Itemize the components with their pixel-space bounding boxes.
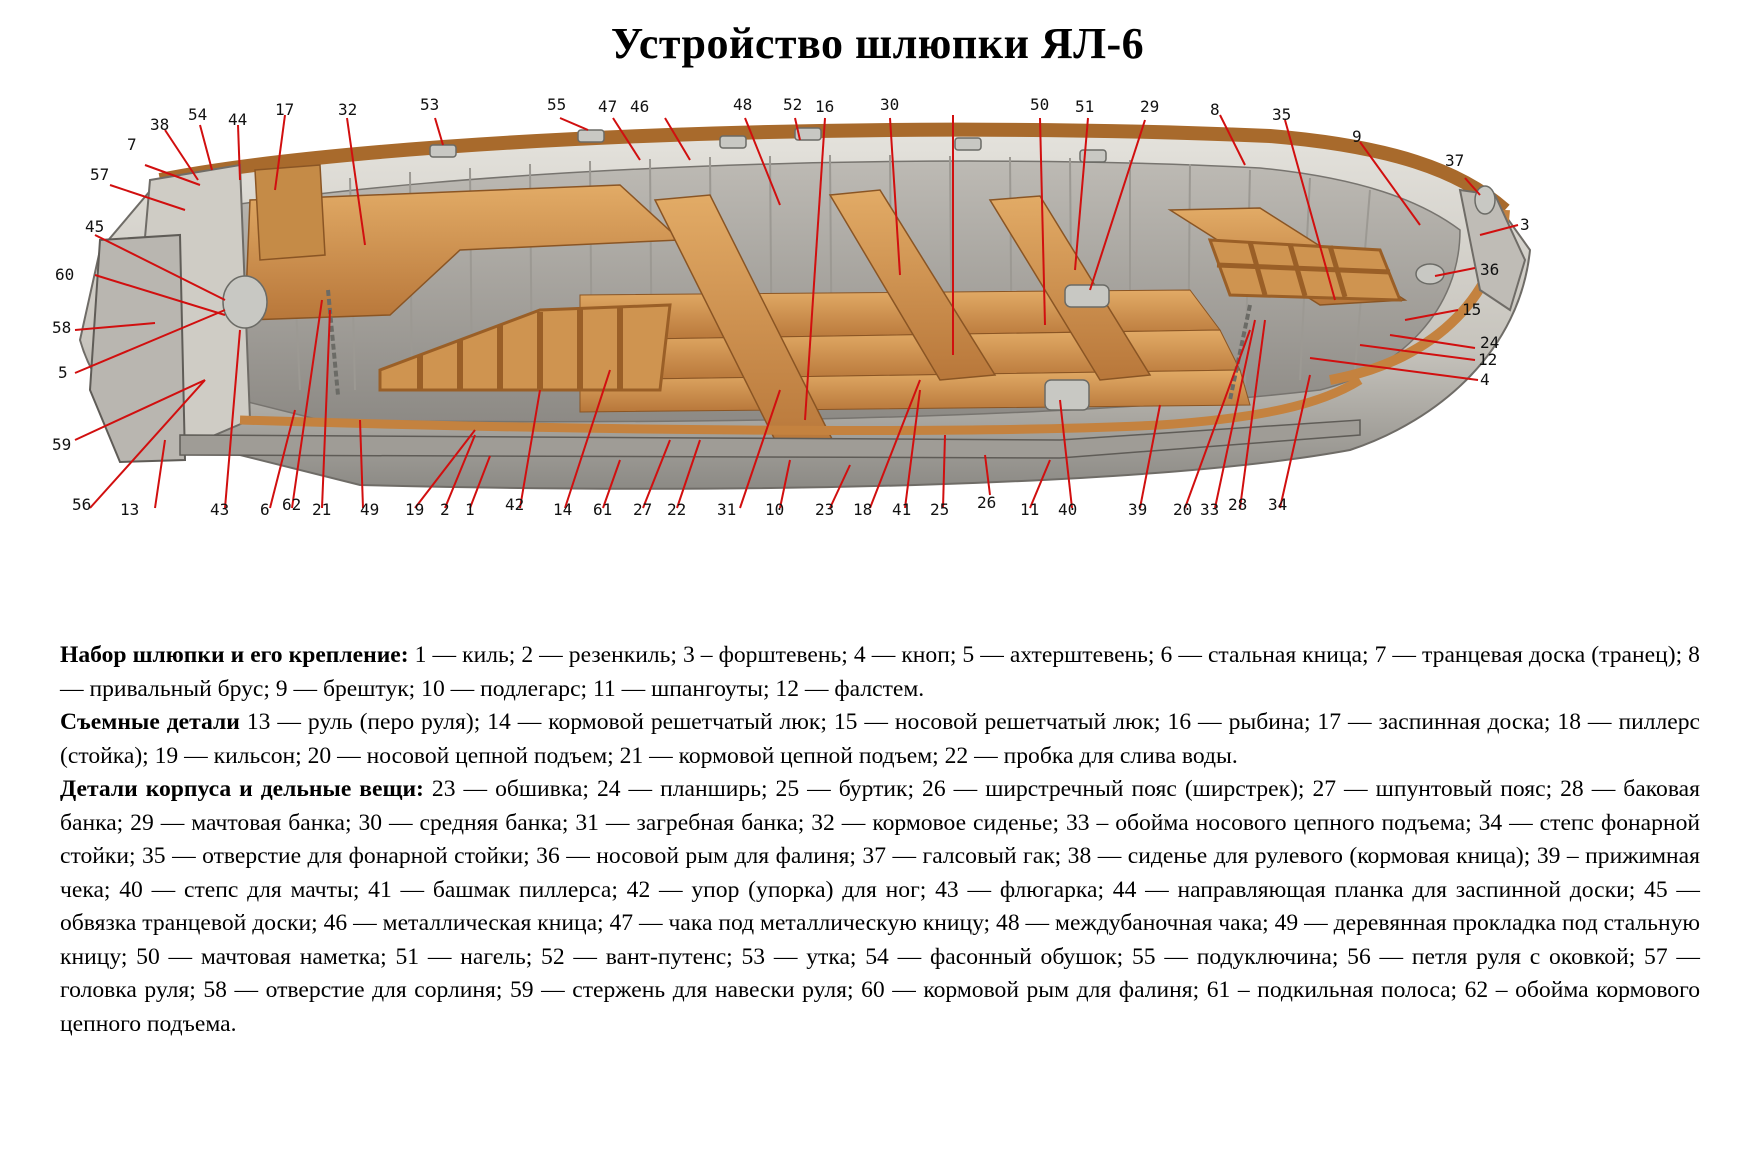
label-4: 4 [1480,370,1490,389]
label-5: 5 [58,363,68,382]
label-23: 23 [815,500,835,519]
label-9: 9 [1352,127,1362,146]
label-40: 40 [1058,500,1078,519]
label-46: 46 [630,97,650,116]
label-22: 22 [667,500,687,519]
label-19: 19 [405,500,425,519]
label-57: 57 [90,165,110,184]
label-32: 32 [338,100,358,119]
label-2: 2 [440,500,450,519]
page-title: Устройство шлюпки ЯЛ-6 [610,19,1145,68]
label-56: 56 [72,495,92,514]
label-44: 44 [228,110,248,129]
label-24: 24 [1480,333,1500,352]
label-11: 11 [1020,500,1040,519]
hull-drawing [80,128,1530,489]
label-49: 49 [360,500,380,519]
label-52: 52 [783,95,803,114]
label-42: 42 [505,495,525,514]
label-35: 35 [1272,105,1292,124]
label-26: 26 [977,493,997,512]
label-30: 30 [880,95,900,114]
bow-grating [1210,240,1400,300]
legend-section-frame [60,639,1700,706]
legend-heading: Набор шлюпки и его крепление: [60,642,409,668]
legend-heading: Съемные детали [60,709,240,735]
label-27: 27 [633,500,653,519]
label-7: 7 [127,135,137,154]
label-29: 29 [1140,97,1160,116]
label-10: 10 [765,500,785,519]
label-55: 55 [547,95,567,114]
boat-diagram [52,90,1700,630]
label-13: 13 [120,500,140,519]
backboard [255,165,325,260]
label-12: 12 [1478,350,1498,369]
label-59: 59 [52,435,72,454]
label-51: 51 [1075,97,1095,116]
label-43: 43 [210,500,230,519]
label-47: 47 [598,97,618,116]
label-41: 41 [892,500,912,519]
legend-section-fittings [60,773,1700,1041]
label-28: 28 [1228,495,1248,514]
label-50: 50 [1030,95,1050,114]
label-16: 16 [815,97,835,116]
label-21: 21 [312,500,332,519]
label-45: 45 [85,217,105,236]
legend-text: 23 — обшивка; 24 — планширь; 25 — буртик; 26 — ширстречный пояс (ширстрек); 27 — шпунтовый пояс; 28 — баковая банка; 29 — мачтовая банка; 30 — средняя банка; 31 — загребная банка; 32 — кормовое сиденье; 33 – обойма носового цепного подъема; 34 — степс фонарной стойки; 35 — отверстие для фонарной стойки; 36 — носовой рым для фалиня; 37 — галсовый гак; 38 — сиденье для рулевого (кормовая кница); 39 – прижимная чека; 40 — степс для мачты; 41 — башмак пиллерса; 42 — упор (упорка) для ног; 43 — флюгарка; 44 — направляющая планка для заспинной доски; 45 — обвязка транцевой доски; 46 — металлическая кница; 47 — чака под металлическую кницу; 48 — междубаночная чака; 49 — деревянная прокладка под стальную кницу; 50 — мачтовая наметка; 51 — нагель; 52 — вант-путенс; 53 — утка; 54 — фасонный обушок; 55 — подуключина; 56 — петля руля с оковкой; 57 — головка руля; 58 — отверстие для сорлиня; 59 — стержень для навески руля; 60 — кормовой рым для фалиня; 61 – подкильная полоса; 62 – обойма кормового цепного подъема. [60,776,1700,1037]
label-61: 61 [593,500,613,519]
label-1: 1 [465,500,475,519]
label-3: 3 [1520,215,1530,234]
label-37: 37 [1445,151,1465,170]
legend-text: 1 — киль; 2 — резенкиль; 3 – форштевень; 4 — кноп; 5 — ахтерштевень; 6 — стальная кница; 7 — транцевая доска (транец); 8 — привальный брус; 9 — брештук; 10 — подлегарс; 11 — шпангоуты; 12 — фалстем. [60,642,1700,702]
label-62: 62 [282,495,302,514]
label-15: 15 [1462,300,1482,319]
label-60: 60 [55,265,75,284]
label-48: 48 [733,95,753,114]
label-33: 33 [1200,500,1220,519]
rudder [90,235,185,462]
legend [60,639,1700,1041]
label-18: 18 [853,500,873,519]
legend-section-removable [60,706,1700,773]
label-25: 25 [930,500,950,519]
label-53: 53 [420,95,440,114]
label-20: 20 [1173,500,1193,519]
label-8: 8 [1210,100,1220,119]
label-58: 58 [52,318,72,337]
legend-text: 13 — руль (перо руля); 14 — кормовой решетчатый люк; 15 — носовой решетчатый люк; 16 — рыбина; 17 — заспинная доска; 18 — пиллерс (стойка); 19 — кильсон; 20 — носовой цепной подъем; 21 — кормовой цепной подъем; 22 — пробка для слива воды. [60,709,1700,769]
label-6: 6 [260,500,270,519]
label-14: 14 [553,500,573,519]
label-38: 38 [150,115,170,134]
legend-heading: Детали корпуса и дельные вещи: [60,776,424,802]
label-34: 34 [1268,495,1288,514]
label-36: 36 [1480,260,1500,279]
label-31: 31 [717,500,737,519]
label-39: 39 [1128,500,1148,519]
label-54: 54 [188,105,208,124]
label-17: 17 [275,100,295,119]
